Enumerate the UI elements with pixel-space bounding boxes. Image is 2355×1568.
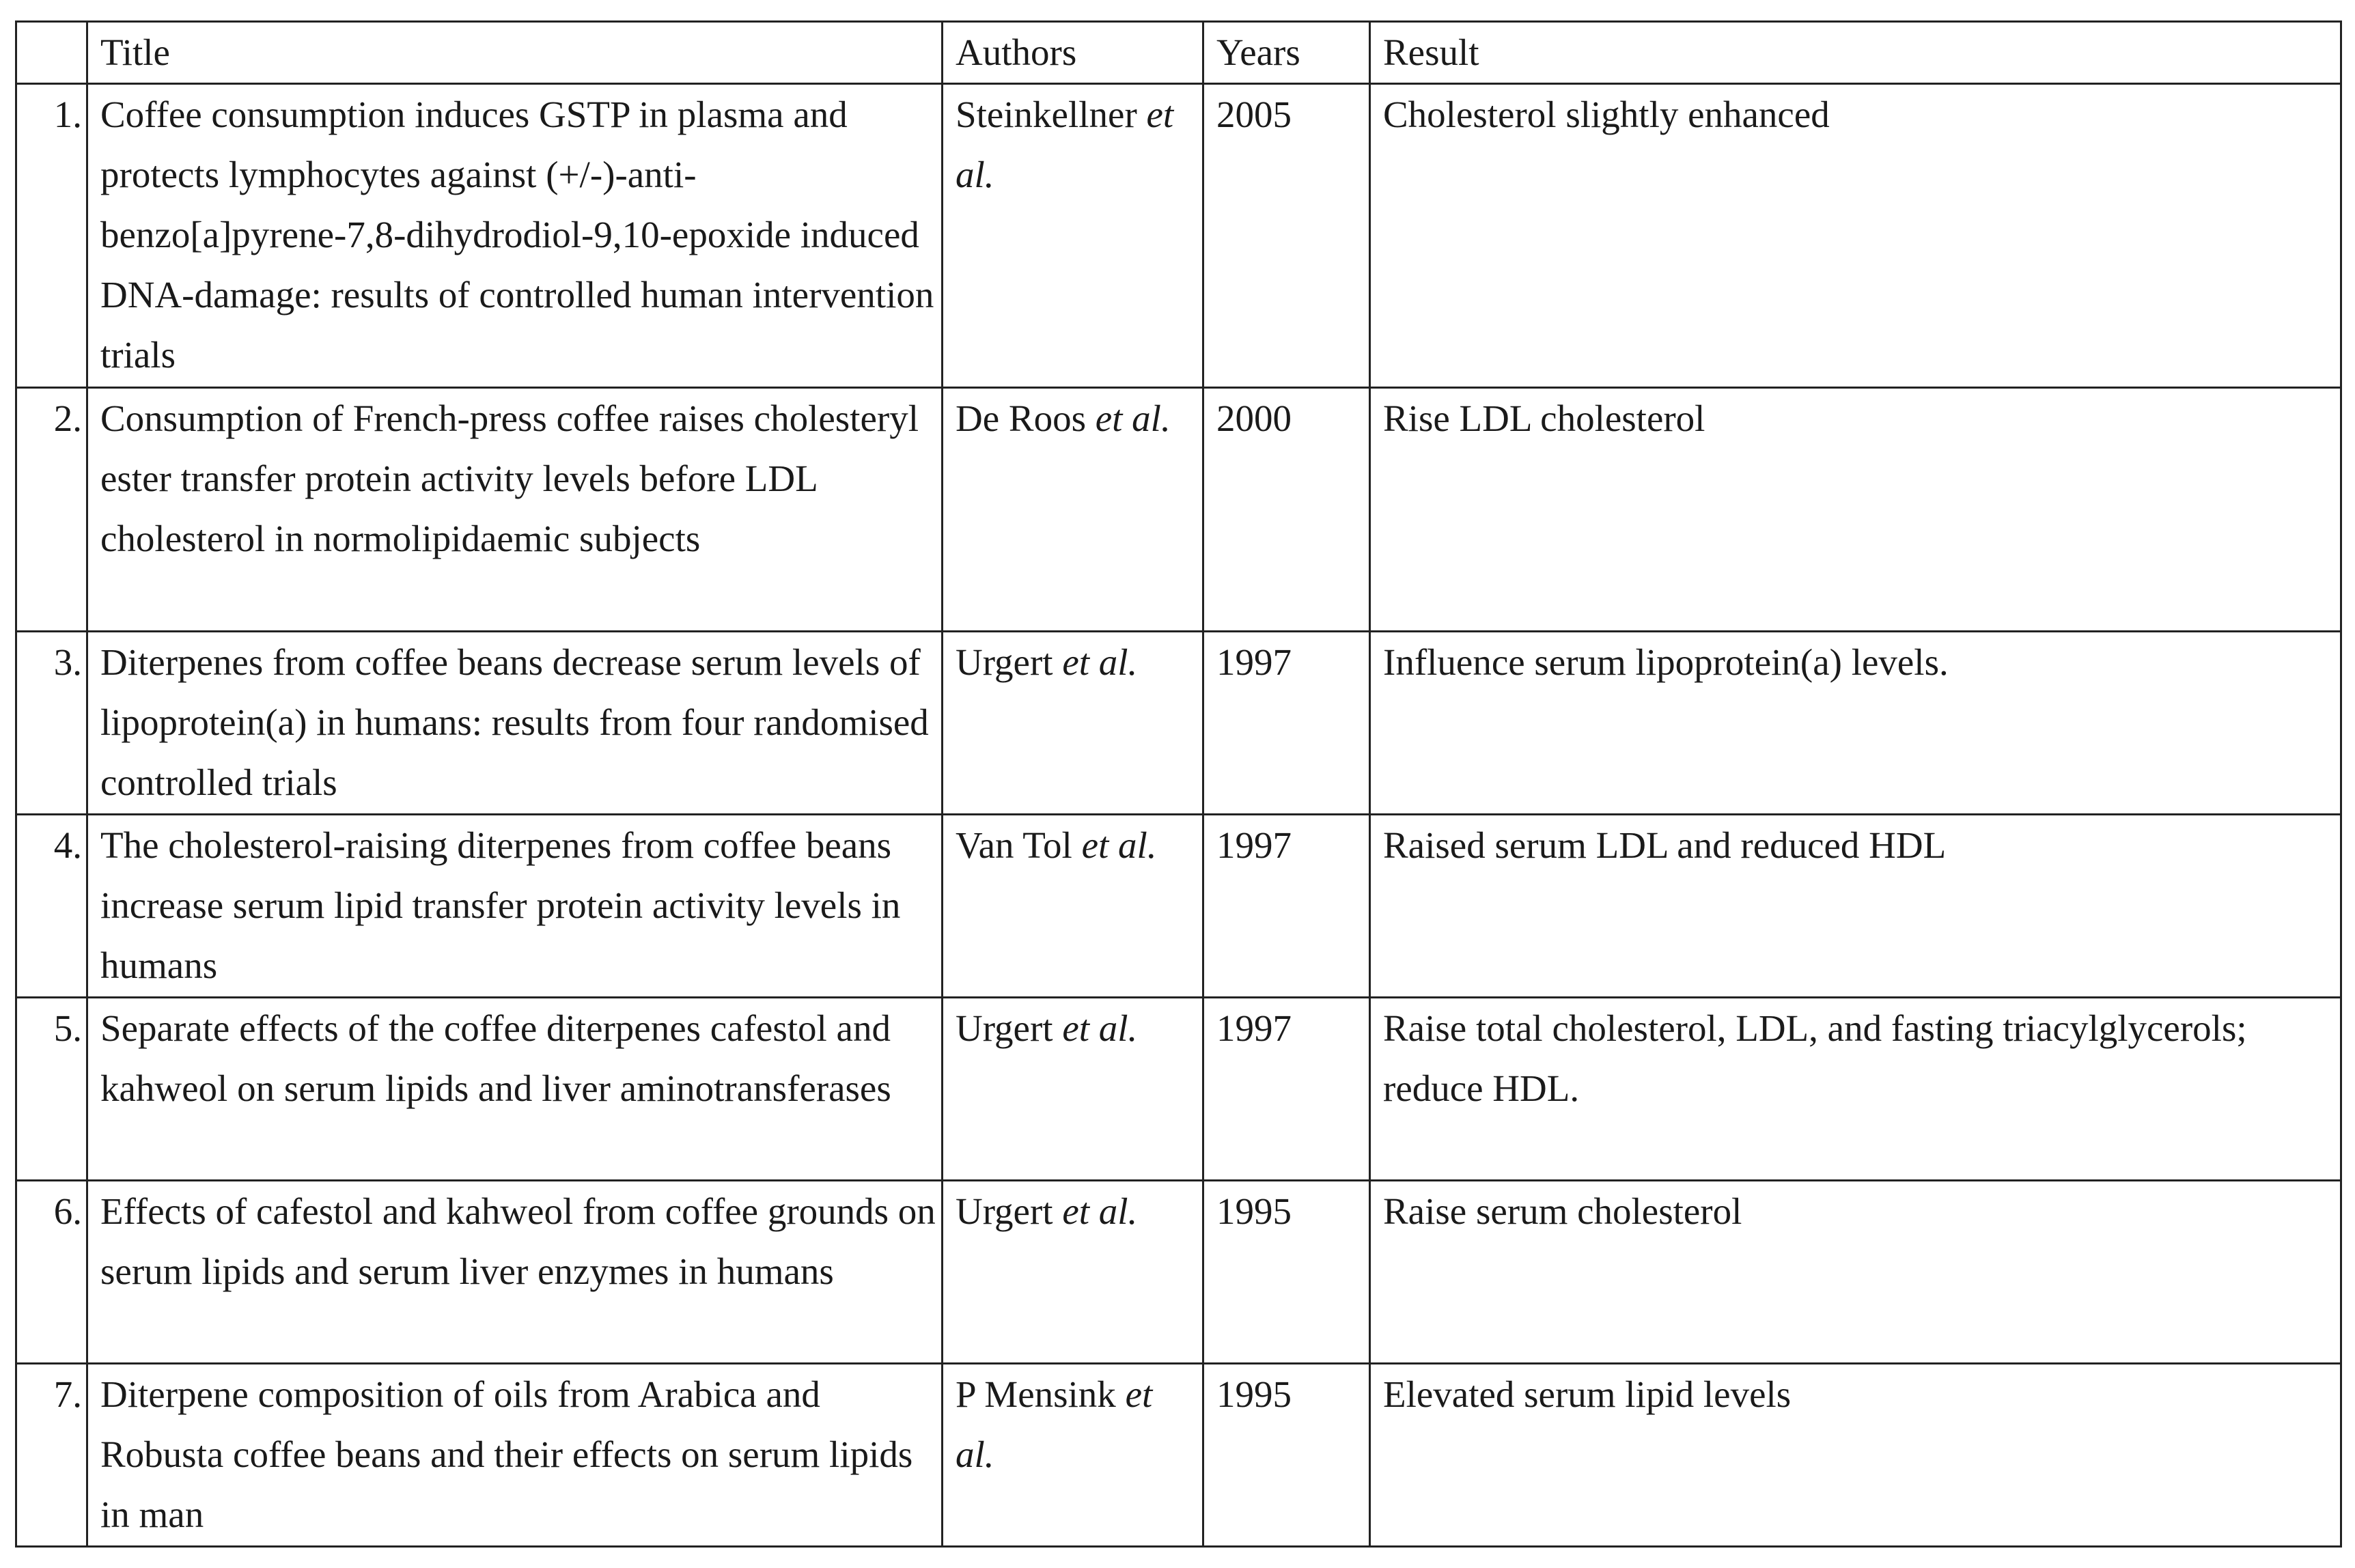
- row-authors: [943, 1181, 1203, 1364]
- row-result: Raise serum cholesterol: [1370, 1181, 2341, 1364]
- row-result: Elevated serum lipid levels: [1370, 1364, 2341, 1547]
- row-result: Influence serum lipoprotein(a) levels.: [1370, 632, 2341, 815]
- row-title: Effects of cafestol and kahweol from coffee grounds on serum lipids and serum liver enzymes in humans: [87, 1181, 943, 1364]
- header-result: Result: [1370, 22, 2341, 84]
- row-result: Rise LDL cholesterol: [1370, 388, 2341, 632]
- row-authors: [943, 815, 1203, 998]
- author-etal: et al.: [1081, 824, 1157, 866]
- row-title: Consumption of French-press coffee raises cholesteryl ester transfer protein activity levels before LDL cholesterol in normolipidaemic subjects: [87, 388, 943, 632]
- table-row: [16, 1364, 2341, 1547]
- table-container: [15, 20, 2340, 1548]
- author-etal: et al.: [1062, 1007, 1138, 1049]
- author-etal: et al.: [1095, 397, 1171, 439]
- row-title: Separate effects of the coffee diterpenes cafestol and kahweol on serum lipids and liver aminotransferases: [87, 998, 943, 1181]
- table-header-row: [16, 22, 2341, 84]
- table-row: [16, 84, 2341, 388]
- row-number: 6.: [16, 1181, 87, 1364]
- author-etal: et al.: [1062, 1190, 1138, 1232]
- row-title: Diterpenes from coffee beans decrease serum levels of lipoprotein(a) in humans: results from four randomised controlled trials: [87, 632, 943, 815]
- row-year: 1995: [1203, 1181, 1370, 1364]
- literature-table: [15, 20, 2342, 1548]
- author-name: Van Tol: [956, 824, 1072, 866]
- row-authors: [943, 632, 1203, 815]
- row-year: 1997: [1203, 998, 1370, 1181]
- row-year: 1995: [1203, 1364, 1370, 1547]
- table-row: [16, 815, 2341, 998]
- row-number: 3.: [16, 632, 87, 815]
- header-authors: Authors: [943, 22, 1203, 84]
- author-etal: et al.: [956, 94, 1174, 195]
- header-title: Title: [87, 22, 943, 84]
- author-name: Steinkellner: [956, 94, 1137, 135]
- row-authors: [943, 388, 1203, 632]
- header-years: Years: [1203, 22, 1370, 84]
- row-title: Coffee consumption induces GSTP in plasma and protects lymphocytes against (+/-)-anti-benzo[a]pyrene-7,8-dihydrodiol-9,10-epoxide induced DNA-damage: results of controlled human intervention trials: [87, 84, 943, 388]
- row-number: 7.: [16, 1364, 87, 1547]
- row-number: 1.: [16, 84, 87, 388]
- row-number: 4.: [16, 815, 87, 998]
- row-result: Raised serum LDL and reduced HDL: [1370, 815, 2341, 998]
- row-year: 1997: [1203, 815, 1370, 998]
- row-title: The cholesterol-raising diterpenes from coffee beans increase serum lipid transfer protein activity levels in humans: [87, 815, 943, 998]
- author-etal: et al.: [1062, 641, 1138, 683]
- author-name: De Roos: [956, 397, 1086, 439]
- row-result: Cholesterol slightly enhanced: [1370, 84, 2341, 388]
- row-year: 2005: [1203, 84, 1370, 388]
- row-title: Diterpene composition of oils from Arabica and Robusta coffee beans and their effects on serum lipids in man: [87, 1364, 943, 1547]
- row-authors: [943, 84, 1203, 388]
- author-name: Urgert: [956, 641, 1053, 683]
- author-etal: et al.: [956, 1373, 1153, 1475]
- header-number: [16, 22, 87, 84]
- table-row: [16, 632, 2341, 815]
- row-year: 2000: [1203, 388, 1370, 632]
- table-row: [16, 1181, 2341, 1364]
- row-authors: [943, 998, 1203, 1181]
- row-year: 1997: [1203, 632, 1370, 815]
- author-name: Urgert: [956, 1007, 1053, 1049]
- row-authors: [943, 1364, 1203, 1547]
- row-number: 2.: [16, 388, 87, 632]
- table-row: [16, 388, 2341, 632]
- author-name: Urgert: [956, 1190, 1053, 1232]
- author-name: P Mensink: [956, 1373, 1116, 1415]
- table-row: [16, 998, 2341, 1181]
- row-number: 5.: [16, 998, 87, 1181]
- row-result: Raise total cholesterol, LDL, and fasting triacylglycerols; reduce HDL.: [1370, 998, 2341, 1181]
